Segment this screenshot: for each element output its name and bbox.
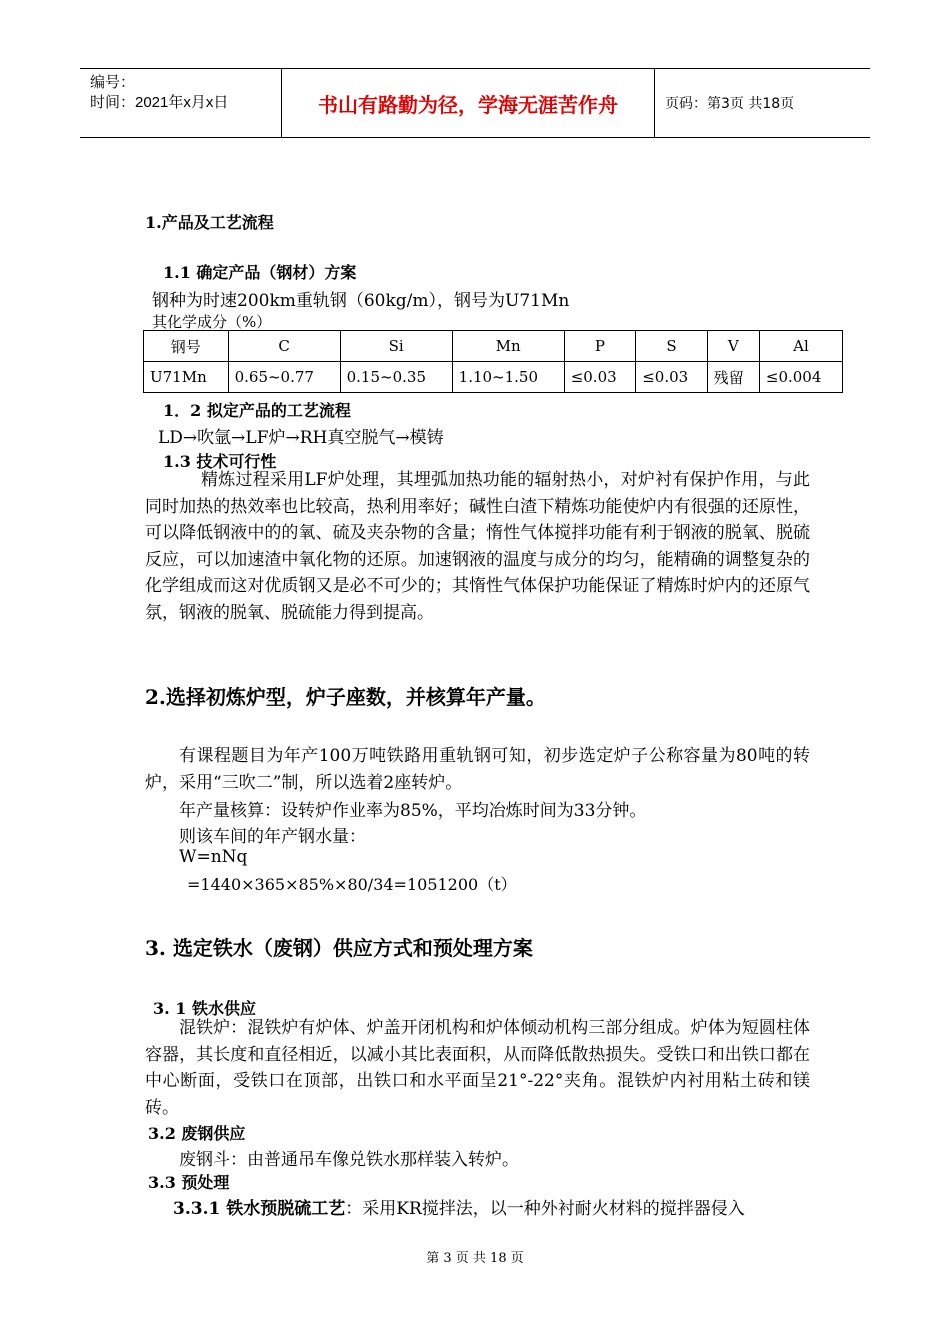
section-3-3-1-line	[173, 1194, 745, 1219]
section-2-para-3: 则该车间的年产钢水量：	[179, 827, 366, 847]
section-2-para-2: 年产量核算：设转炉作业率为85%，平均冶炼时间为33分钟。	[179, 801, 647, 821]
table-header-cell: S	[636, 331, 708, 362]
table-row	[144, 362, 843, 393]
section-1-1-title: 1.1 确定产品（钢材）方案	[163, 263, 357, 282]
table-header-cell: V	[707, 331, 759, 362]
table-cell: 0.15~0.35	[340, 362, 452, 393]
table-cell: U71Mn	[144, 362, 229, 393]
formula-line-2: =1440×365×85%×80/34=1051200（t）	[187, 875, 517, 894]
page-footer: 第 3 页 共 18 页	[426, 1251, 524, 1266]
page-header	[80, 68, 870, 138]
section-3-3-title: 3.3 预处理	[148, 1173, 230, 1192]
section-1-2-title: 1．2 拟定产品的工艺流程	[163, 401, 351, 420]
table-header-cell: Al	[759, 331, 842, 362]
section-3-2-text: 废钢斗：由普通吊车像兑铁水那样装入转炉。	[179, 1150, 519, 1170]
table-header-cell: P	[564, 331, 636, 362]
table-header-cell: C	[228, 331, 340, 362]
table-cell: ≤0.03	[564, 362, 636, 393]
table-header-cell: Mn	[452, 331, 564, 362]
table-cell: 0.65~0.77	[228, 362, 340, 393]
formula-line-1: W=nNq	[179, 847, 248, 867]
section-2-title: 2.选择初炼炉型，炉子座数，并核算年产量。	[145, 685, 546, 709]
process-flow: LD→吹氩→LF炉→RH真空脱气→模铸	[158, 428, 444, 448]
section-3-3-1-text: ：采用KR搅拌法，以一种外衬耐火材料的搅拌器侵入	[345, 1199, 745, 1219]
table-header-cell: 钢号	[144, 331, 229, 362]
section-3-1-title: 3. 1 铁水供应	[153, 999, 256, 1018]
chem-label: 其化学成分（%）	[152, 313, 272, 331]
section-3-3-1-label: 3.3.1 铁水预脱硫工艺	[173, 1199, 346, 1219]
steel-description: 钢种为时速200km重轨钢（60kg/m），钢号为U71Mn	[152, 291, 570, 311]
number-label: 编号：	[90, 74, 136, 91]
section-3-title: 3. 选定铁水（废钢）供应方式和预处理方案	[145, 936, 533, 960]
section-3-2-title: 3.2 废钢供应	[148, 1124, 246, 1143]
table-cell: ≤0.03	[636, 362, 708, 393]
table-cell: 残留	[707, 362, 759, 393]
header-page-code: 页码：第3页 共18页	[665, 96, 795, 112]
header-motto: 书山有路勤为径，学海无涯苦作舟	[282, 69, 655, 137]
section-1-3-title: 1.3 技术可行性	[163, 452, 277, 471]
table-header-row	[144, 331, 843, 362]
table-header-cell: Si	[340, 331, 452, 362]
section-1-title: 1.产品及工艺流程	[145, 213, 274, 232]
section-2-para-1: 有课程题目为年产100万吨铁路用重轨钢可知，初步选定炉子公称容量为80吨的转炉，采用“三吹二”制，所以选着2座转炉。	[145, 746, 810, 793]
header-meta	[80, 69, 282, 137]
time-label: 时间：2021年x月x日	[90, 94, 229, 111]
section-1-3-text: 精炼过程采用LF炉处理，其埋弧加热功能的辐射热小，对炉衬有保护作用，与此同时加热的热效率也比较高，热利用率好；碱性白渣下精炼功能使炉内有很强的还原性，可以降低钢液中的的氧、硫及夹杂物的含量；惰性气体搅拌功能有利于钢液的脱氧、脱硫反应，可以加速渣中氧化物的还原。加速钢液的温度与成分的均匀，能精确的调整复杂的化学组成而这对优质钢又是必不可少的；其惰性气体保护功能保证了精炼时炉内的还原气氛，钢液的脱氧、脱硫能力得到提高。	[145, 470, 810, 623]
table-cell: ≤0.004	[759, 362, 842, 393]
section-3-1-text: 混铁炉：混铁炉有炉体、炉盖开闭机构和炉体倾动机构三部分组成。炉体为短圆柱体容器，其长度和直径相近，以减小其比表面积，从而降低散热损失。受铁口和出铁口都在中心断面，受铁口在顶部，出铁口和水平面呈21°-22°夹角。混铁炉内衬用粘土砖和镁砖。	[145, 1018, 810, 1118]
table-cell: 1.10~1.50	[452, 362, 564, 393]
chemistry-table	[143, 330, 843, 393]
